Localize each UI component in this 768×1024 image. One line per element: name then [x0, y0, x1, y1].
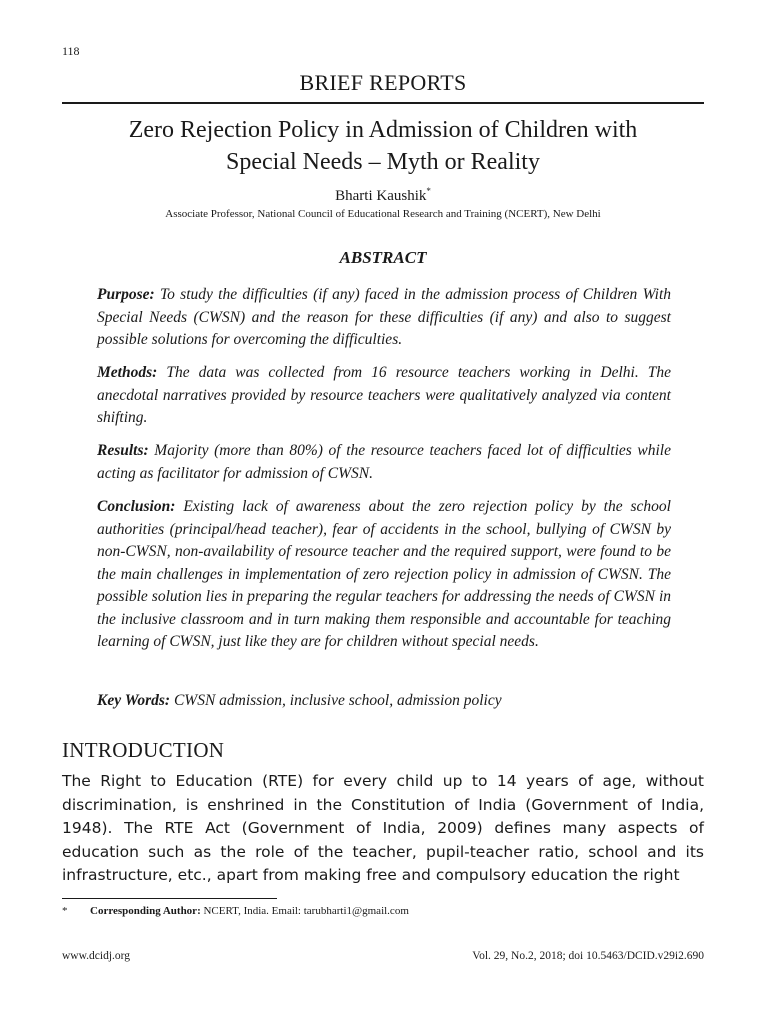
footnote-text: NCERT, India. Email: tarubharti1@gmail.com	[200, 905, 409, 917]
keywords-text: CWSN admission, inclusive school, admission policy	[170, 692, 502, 709]
footnote-divider	[62, 898, 277, 899]
paper-title-line-2: Special Needs – Myth or Reality	[226, 149, 540, 175]
footer-website: www.dcidj.org	[62, 950, 131, 962]
abstract-purpose	[97, 284, 671, 352]
footer-citation: Vol. 29, No.2, 2018; doi 10.5463/DCID.v29i2.690	[472, 950, 704, 962]
introduction-paragraph: The Right to Education (RTE) for every child up to 14 years of age, without discrimination, is enshrined in the Constitution of India (Government of India, 1948). The RTE Act (Government of India, 2009) defines many aspects of education such as the role of the teacher, pupil-teacher ratio, school and its infrastructure, etc., apart from making free and compulsory education the right	[62, 772, 704, 884]
methods-label: Methods:	[97, 364, 158, 381]
page-number: 118	[62, 44, 80, 58]
paper-title-line-1: Zero Rejection Policy in Admission of Children with	[128, 117, 638, 143]
purpose-text: To study the difficulties (if any) faced in the admission process of Children With Special Needs (CWSN) and the reason for these difficulties (if any) and also to suggest possible solutions for overcoming the difficulties.	[97, 286, 671, 348]
results-text: Majority (more than 80%) of the resource teachers faced lot of difficulties while acting as facilitator for admission of CWSN.	[97, 442, 671, 482]
author-name: Bharti Kaushik	[335, 188, 427, 204]
author-footnote-mark: *	[426, 186, 431, 196]
introduction-heading: INTRODUCTION	[62, 738, 225, 762]
abstract-results	[97, 440, 671, 485]
methods-text: The data was collected from 16 resource teachers working in Delhi. The anecdotal narratives provided by resource teachers were qualitatively analyzed via content shifting.	[97, 364, 671, 426]
footnote-label: Corresponding Author:	[90, 905, 201, 917]
footnote	[62, 905, 409, 917]
abstract-heading: ABSTRACT	[339, 248, 427, 267]
author	[62, 186, 704, 205]
purpose-label: Purpose:	[97, 286, 155, 303]
paper-title	[62, 114, 704, 178]
section-header: BRIEF REPORTS	[62, 70, 704, 104]
abstract-methods	[97, 362, 671, 430]
abstract-keywords	[97, 690, 671, 713]
abstract-conclusion	[97, 496, 671, 654]
conclusion-text: Existing lack of awareness about the zero rejection policy by the school authorities (principal/head teacher), fear of accidents in the school, bullying of CWSN by non-CWSN, non-availability of resource teacher and the required support, were found to be the main challenges in implementation of zero rejection policy in admission of CWSN. The possible solution lies in preparing the regular teachers for addressing the needs of CWSN in the inclusive classroom and in turn making them responsible and accountable for teaching learning of CWSN, just like they are for children without special needs.	[97, 498, 671, 650]
keywords-label: Key Words:	[97, 692, 171, 709]
results-label: Results:	[97, 442, 149, 459]
footnote-mark: *	[62, 905, 68, 917]
conclusion-label: Conclusion:	[97, 498, 176, 515]
affiliation: Associate Professor, National Council of Educational Research and Training (NCERT), New Delhi	[165, 208, 601, 220]
